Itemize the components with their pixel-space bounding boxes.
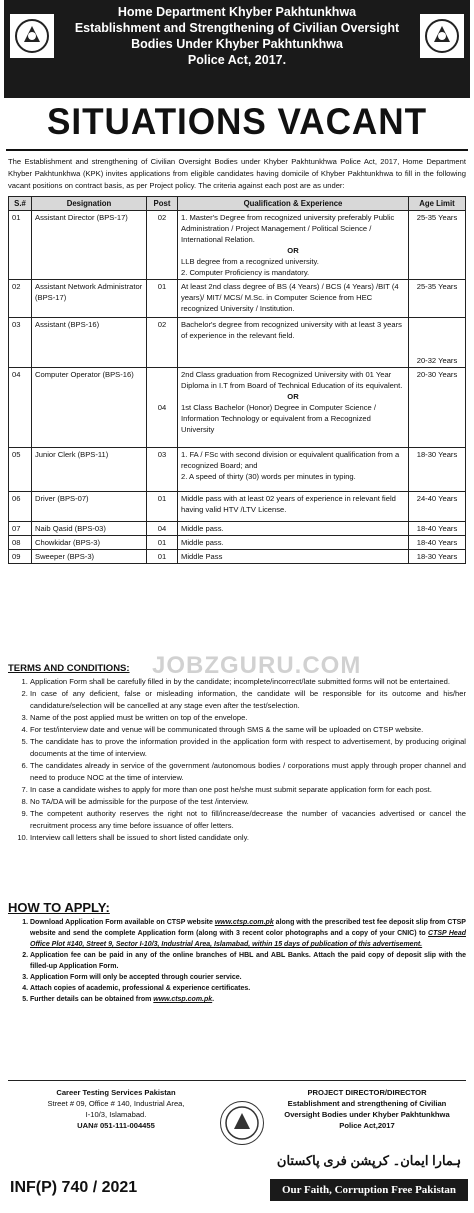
designation-cell: Assistant Network Administrator (BPS-17) [32, 280, 147, 318]
serial-cell: 06 [9, 492, 32, 522]
designation-cell: Junior Clerk (BPS-11) [32, 448, 147, 492]
text: along with the prescribed test fee deposit slip from CTSP website and send the complete Application form (along with 3 recent color photographs and a copy of your CNIC) to [30, 919, 466, 937]
kp-seal-icon [220, 1101, 264, 1145]
post-cell: 01 [147, 536, 178, 550]
kp-emblem-icon [420, 14, 464, 58]
kp-emblem-icon [10, 14, 54, 58]
terms-list [8, 676, 466, 844]
table-row [9, 211, 466, 280]
how-to-apply-list [8, 917, 466, 1005]
list-item: 2. In case of any deficient, false or misleading information, the candidate will be responsible for its outcome and his/her candidature/selection will be cancelled at any stage even after the test/selection. [30, 688, 466, 712]
designation-cell: Naib Qasid (BPS-03) [32, 522, 147, 536]
english-slogan: Our Faith, Corruption Free Pakistan [270, 1179, 468, 1201]
table-header-row [9, 197, 466, 211]
qualification-text: 1. Master's Degree from recognized university preferably Public Administration / Project Management / Political Science / International Relation. [181, 213, 395, 244]
serial-cell: 04 [9, 368, 32, 448]
qualification-text: 2. A speed of thirty (30) words per minutes in typing. [181, 472, 356, 481]
qualification-text: 1. FA / FSc with second division or equivalent qualification from a recognized Board; and [181, 450, 400, 470]
director-line: Establishment and strengthening of Civilian [287, 1099, 447, 1108]
text: Further details can be obtained from [30, 996, 154, 1003]
serial-cell: 01 [9, 211, 32, 280]
table-row [9, 536, 466, 550]
list-item: 4. For test/interview date and venue will be communicated through SMS & the same will be uploaded on CTSP website. [30, 724, 466, 736]
qualification-cell: Bachelor's degree from recognized university with at least 3 years of experience in the relevant field. [178, 318, 409, 368]
qualification-cell: Middle pass. [178, 536, 409, 550]
age-cell: 24-40 Years [409, 492, 466, 522]
designation-cell: Computer Operator (BPS-16) [32, 368, 147, 448]
list-item: 3. Name of the post applied must be written on top of the envelope. [30, 712, 466, 724]
column-header: Designation [32, 197, 147, 211]
intro-paragraph: The Establishment and strengthening of Civilian Oversight Bodies under Khyber Pakhtunkhwa Police Act, 2017, Home Department Khyber Pakhtunkhwa (KPK) invites applications from eligible candidates having domicile of Khyber Pakhtunkhwa to fill in the following vacant positions on contract basis, as per Project policy. The criteria against each post are as under: [8, 157, 466, 190]
serial-cell: 09 [9, 550, 32, 564]
qualification-cell: At least 2nd class degree of BS (4 Years) / BCS (4 Years) /BIT (4 years)/ MIT/ MCS/ M.Sc. in Computer Science from HEC recognized University / Institution. [178, 280, 409, 318]
post-cell: 03 [147, 448, 178, 492]
post-cell: 04 [147, 368, 178, 448]
qualification-text: 2. Computer Proficiency is mandatory. [181, 268, 310, 277]
table-row [9, 448, 466, 492]
urdu-slogan: ہمارا ایمان۔ کرپشن فری پاکستان [276, 1153, 462, 1168]
list-item: 8. No TA/DA will be admissible for the purpose of the test /interview. [30, 796, 466, 808]
qualification-text: 1st Class Bachelor (Honor) Degree in Computer Science / Information Technology or equivalent from a Recognized University [181, 403, 376, 434]
table-row [9, 368, 466, 448]
post-cell: 01 [147, 550, 178, 564]
designation-cell: Chowkidar (BPS-3) [32, 536, 147, 550]
address-line: Street # 09, Office # 140, Industrial Area, [47, 1099, 185, 1108]
qualification-cell [178, 211, 409, 280]
qualification-cell [178, 368, 409, 448]
list-item: 3. Application Form will only be accepted through courier service. [30, 972, 466, 983]
designation-cell: Assistant (BPS-16) [32, 318, 147, 368]
header-line: Home Department Khyber Pakhtunkhwa [117, 5, 357, 19]
list-item [30, 994, 466, 1005]
column-header: S.# [9, 197, 32, 211]
header-line: Police Act, 2017. [187, 53, 287, 67]
header-lines [56, 4, 418, 68]
inf-number: INF(P) 740 / 2021 [10, 1179, 138, 1196]
director-block [268, 1087, 466, 1131]
post-cell: 01 [147, 280, 178, 318]
watermark: JOBZGURU.COM [152, 652, 362, 679]
post-cell: 02 [147, 318, 178, 368]
header-line: Establishment and Strengthening of Civilian Oversight [74, 21, 400, 35]
address-line: Career Testing Services Pakistan [56, 1088, 176, 1097]
director-line: PROJECT DIRECTOR/DIRECTOR [307, 1088, 427, 1097]
director-line: Oversight Bodies under Khyber Pakhtunkhwa [284, 1110, 450, 1119]
designation-cell: Sweeper (BPS-3) [32, 550, 147, 564]
table-row [9, 318, 466, 368]
qualification-text: 2nd Class graduation from Recognized University with 01 Year Diploma in I.T from Board of Technical Education of its equivalent. [181, 370, 403, 390]
table-row [9, 280, 466, 318]
ctsp-website-link[interactable]: www.ctsp.com.pk [153, 996, 213, 1003]
qualification-text: LLB degree from a recognized university. [181, 257, 319, 266]
table-row [9, 550, 466, 564]
serial-cell: 02 [9, 280, 32, 318]
list-item: 4. Attach copies of academic, professional & experience certificates. [30, 983, 466, 994]
list-item: 2. Application fee can be paid in any of the online branches of HBL and ABL Banks. Attach the paid copy of deposit slip with the filled-up Application Form. [30, 950, 466, 972]
age-cell: 18-30 Years [409, 550, 466, 564]
header-banner [4, 0, 470, 98]
or-separator: OR [287, 246, 299, 255]
post-cell: 01 [147, 492, 178, 522]
post-cell: 02 [147, 211, 178, 280]
text: Download Application Form available on CTSP website [30, 919, 215, 926]
list-item: 10. Interview call letters shall be issued to short listed candidate only. [30, 832, 466, 844]
qualification-cell: Middle Pass [178, 550, 409, 564]
director-line: Police Act,2017 [339, 1121, 395, 1130]
serial-cell: 05 [9, 448, 32, 492]
column-header: Qualification & Experience [178, 197, 409, 211]
age-cell: 18-30 Years [409, 448, 466, 492]
serial-cell: 03 [9, 318, 32, 368]
qualification-cell: Middle pass. [178, 522, 409, 536]
age-cell: 25-35 Years [409, 211, 466, 280]
ctsp-website-link[interactable]: www.ctsp.com.pk [214, 919, 274, 926]
age-cell: 25-35 Years [409, 280, 466, 318]
serial-cell: 07 [9, 522, 32, 536]
age-cell: 18-40 Years [409, 522, 466, 536]
header-line: Bodies Under Khyber Pakhtunkhwa [131, 37, 343, 51]
column-header: Post [147, 197, 178, 211]
divider [6, 149, 468, 151]
vacancies-table [8, 196, 466, 564]
designation-cell: Driver (BPS-07) [32, 492, 147, 522]
or-separator: OR [287, 392, 299, 401]
serial-cell: 08 [9, 536, 32, 550]
list-item: 6. The candidates already in service of the government /autonomous bodies / corporations must apply through proper channel and need to produce NOC at the time of interview. [30, 760, 466, 784]
footer [8, 1080, 466, 1211]
age-cell: 18-40 Years [409, 536, 466, 550]
designation-cell: Assistant Director (BPS-17) [32, 211, 147, 280]
address-line: I-10/3, Islamabad. [85, 1110, 147, 1119]
list-item: 9. The competent authority reserves the right not to fill/increase/decrease the number of vacancies advertised or cancel the recruitment process any time before issuance of offer letters. [30, 808, 466, 832]
post-cell: 04 [147, 522, 178, 536]
page-title: SITUATIONS VACANT [46, 101, 427, 142]
terms-heading: TERMS AND CONDITIONS: [8, 663, 130, 674]
qualification-cell [178, 448, 409, 492]
age-cell: 20-30 Years [409, 368, 466, 448]
table-row [9, 522, 466, 536]
qualification-cell: Middle pass with at least 02 years of experience in relevant field having valid HTV /LTV License. [178, 492, 409, 522]
list-item: 1. Application Form shall be carefully filled in by the candidate; incomplete/incorrect/late submitted forms will not be entertained. [30, 676, 466, 688]
age-cell: 20-32 Years [409, 318, 466, 368]
ctsp-address: CTSP Head Office Plot #140, Street 9, Sector I-10/3, Industrial Area, Islamabad, within 15 days of publication of this advertisement. [30, 930, 466, 948]
list-item [30, 917, 466, 950]
how-to-apply-heading: HOW TO APPLY: [8, 900, 110, 915]
ctsp-address-block [16, 1087, 216, 1131]
list-item: 7. In case a candidate wishes to apply for more than one post he/she must submit separate application form for each post. [30, 784, 466, 796]
text: . [212, 996, 215, 1003]
table-row [9, 492, 466, 522]
column-header: Age Limit [409, 197, 466, 211]
address-line: UAN# 051-111-004455 [77, 1121, 155, 1130]
list-item: 5. The candidate has to prove the information provided in the application form with respect to advertisement, by producing original documents at the time of interview. [30, 736, 466, 760]
